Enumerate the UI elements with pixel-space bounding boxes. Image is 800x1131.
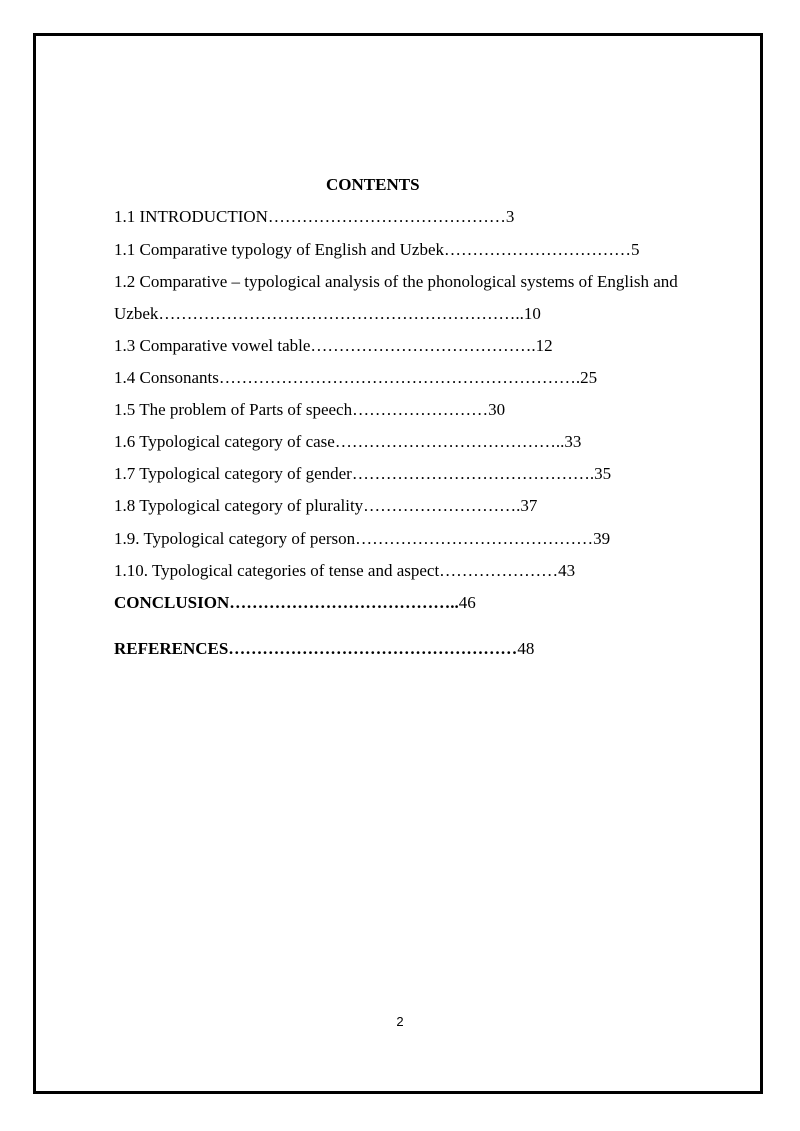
conclusion-label: CONCLUSION………………………………….. (114, 593, 459, 612)
toc-entry-references[interactable] (114, 639, 534, 659)
toc-entry[interactable]: 1.1 INTRODUCTION……………………………………3 (114, 207, 515, 226)
toc-entry[interactable]: 1.6 Typological category of case…………………………………..33 (114, 432, 582, 451)
toc-entry[interactable]: 1.3 Comparative vowel table………………………………….12 (114, 336, 553, 355)
page-title: CONTENTS (326, 175, 420, 194)
page-number: 2 (396, 1014, 404, 1029)
toc-entry-continuation[interactable]: Uzbek………………………………………………………..10 (114, 304, 541, 323)
toc-entry[interactable]: 1.10. Typological categories of tense and aspect…………………43 (114, 561, 576, 580)
toc-entry[interactable]: 1.9. Typological category of person……………………………………39 (114, 529, 611, 548)
toc-entry[interactable]: 1.1 Comparative typology of English and Uzbek……………………………5 (114, 240, 640, 259)
references-page: 48 (517, 639, 535, 658)
toc-entry-conclusion[interactable] (114, 593, 476, 613)
toc-entry[interactable]: 1.5 The problem of Parts of speech……………………30 (114, 400, 506, 419)
toc-entry[interactable]: 1.2 Comparative – typological analysis of the phonological systems of English and (114, 272, 678, 291)
references-label: REFERENCES…………………………………………… (114, 639, 518, 658)
toc-entry[interactable]: 1.4 Consonants……………………………………………………….25 (114, 368, 598, 387)
toc-entry[interactable]: 1.8 Typological category of plurality……………………….37 (114, 496, 538, 515)
conclusion-page: 46 (458, 593, 476, 612)
toc-entry[interactable]: 1.7 Typological category of gender…………………………………….35 (114, 464, 612, 483)
